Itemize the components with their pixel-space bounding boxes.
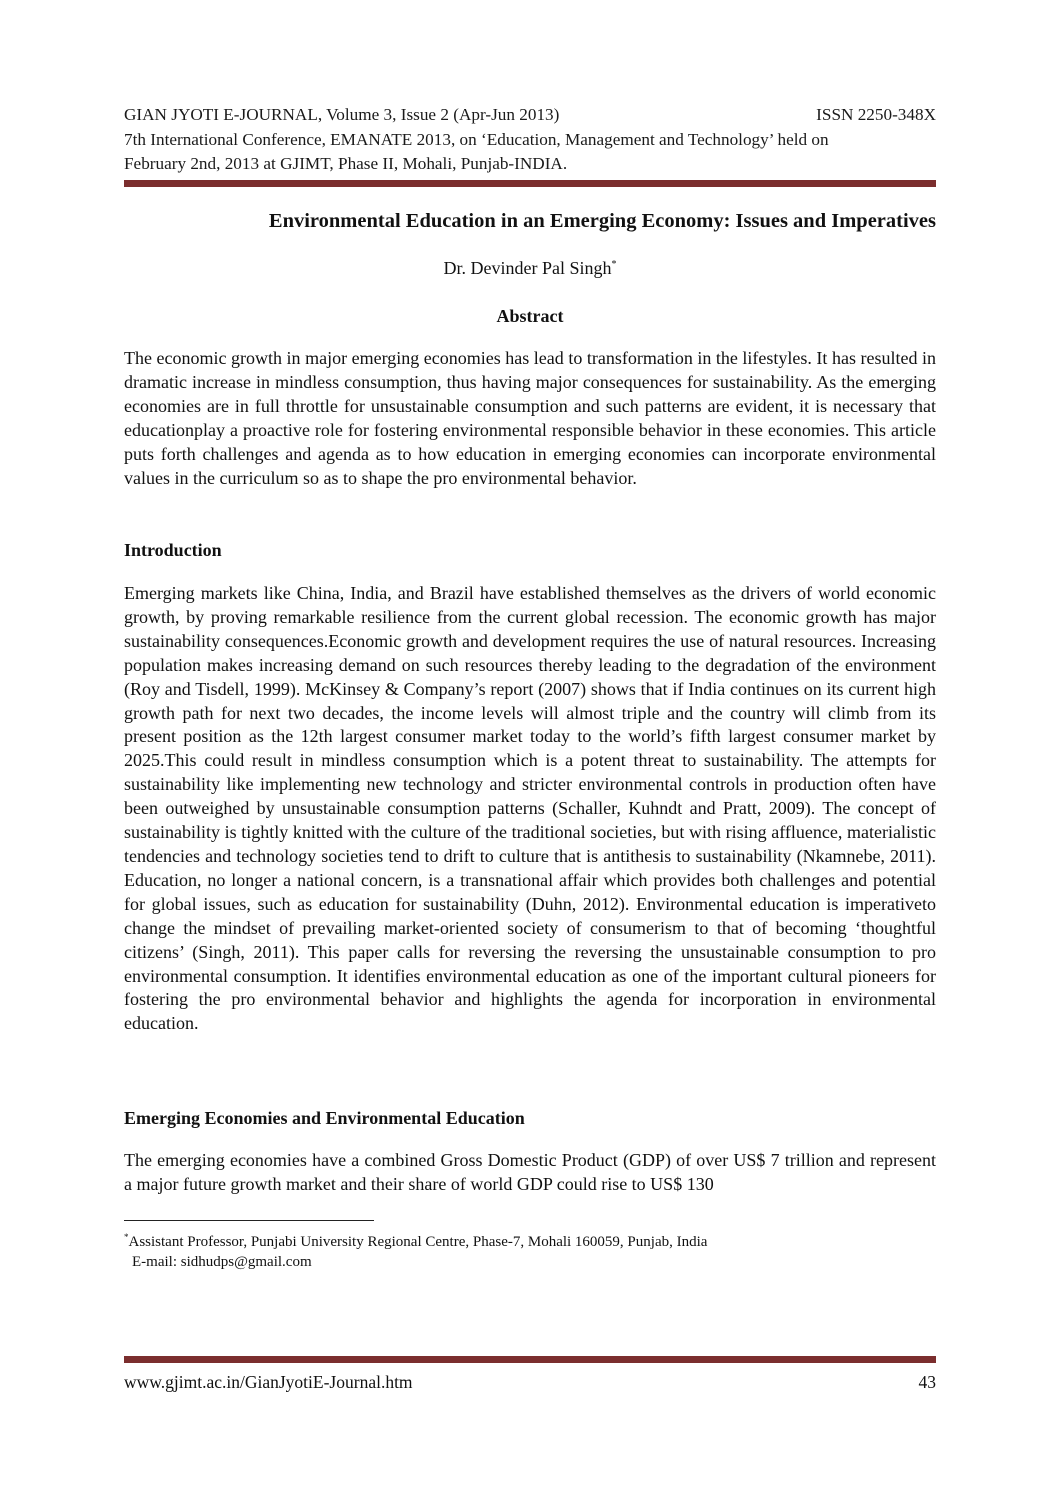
footer-rule <box>124 1356 936 1363</box>
journal-name: GIAN JYOTI E-JOURNAL, Volume 3, Issue 2 (Apr-Jun 2013) <box>124 105 560 124</box>
section-heading-emerging-economies: Emerging Economies and Environmental Education <box>124 1108 525 1128</box>
footnote-text: Assistant Professor, Punjabi University Regional Centre, Phase-7, Mohali 160059, Punjab, India <box>128 1234 708 1250</box>
footnote-separator <box>124 1220 374 1221</box>
conference-line-1: 7th International Conference, EMANATE 2013, on ‘Education, Management and Technology’ held on <box>124 129 829 149</box>
footnote <box>124 1232 936 1272</box>
footnote-email: E-mail: sidhudps@gmail.com <box>132 1254 312 1270</box>
author-line <box>124 256 936 280</box>
journal-page <box>124 0 936 1497</box>
journal-url[interactable]: www.gjimt.ac.in/GianJyotiE-Journal.htm <box>124 1372 413 1392</box>
author-footnote-mark: * <box>611 259 617 270</box>
section-body-emerging-economies: The emerging economies have a combined Gross Domestic Product (GDP) of over US$ 7 trillion and represent a major future growth market and their share of world GDP could rise to US$ 130 <box>124 1150 936 1194</box>
running-header <box>124 103 936 177</box>
header-journal-line <box>124 103 936 128</box>
footnote-affiliation <box>124 1232 936 1252</box>
conference-line-2: February 2nd, 2013 at GJIMT, Phase II, Mohali, Punjab-INDIA. <box>124 154 568 173</box>
abstract-text: The economic growth in major emerging economies has lead to transformation in the lifestyles. It has resulted in dramatic increase in mindless consumption, thus having major consequences for sustainability. As the emerging economies are in full throttle for unsustainable consumption and such patterns are evident, it is necessary that educationplay a proactive role for fostering environmental responsible behavior in these economies. This article puts forth challenges and agenda as to how education in emerging economies can incorporate environmental values in the curriculum so as to shape the pro environmental behavior. <box>124 348 936 488</box>
page-number: 43 <box>918 1372 936 1392</box>
issn: ISSN 2250-348X <box>816 105 936 124</box>
running-footer <box>124 1370 936 1394</box>
header-rule <box>124 180 936 187</box>
abstract-heading: Abstract <box>496 306 564 326</box>
article-title: Environmental Education in an Emerging Economy: Issues and Imperatives <box>268 210 936 232</box>
section-body-introduction: Emerging markets like China, India, and Brazil have established themselves as the drivers of world economic growth, by proving remarkable resilience from the current global recession. The economic growth has major sustainability consequences.Economic growth and development requires the use of natural resources. Increasing population makes increasing demand on such resources thereby leading to the degradation of the environment (Roy and Tisdell, 1999). McKinsey & Company’s report (2007) shows that if India continues on its current high growth path for next two decades, the income levels will almost triple and the country will climb from its present position as the 12th largest consumer market today to the world’s fifth largest consumer market by 2025.This could result in mindless consumption which is a potent threat to sustainability. The attempts for sustainability like implementing new technology and stricter environmental controls in production often have been outweighed by unsustainable consumption patterns (Schaller, Kuhndt and Pratt, 2009). The concept of sustainability is tightly knitted with the culture of the traditional societies, but with rising affluence, materialistic tendencies and technology societies tend to drift to culture that is antithesis to sustainability (Nkamnebe, 2011). Education, no longer a national concern, is a transnational affair which provides both challenges and potential for global issues, such as education for sustainability (Duhn, 2012). Environmental education is imperativeto change the mindset of prevailing market-oriented society of consumerism to that of becoming ‘thoughtful citizens’ (Singh, 2011). This paper calls for reversing the reversing the unsustainable consumption to pro environmental consumption. It identifies environmental education as one of the important cultural pioneers for fostering the pro environmental behavior and highlights the agenda for incorporation in environmental education. <box>124 583 936 1034</box>
footnote-mark: * <box>124 1232 129 1242</box>
section-heading-introduction: Introduction <box>124 540 222 560</box>
author-name: Dr. Devinder Pal Singh <box>443 258 612 278</box>
